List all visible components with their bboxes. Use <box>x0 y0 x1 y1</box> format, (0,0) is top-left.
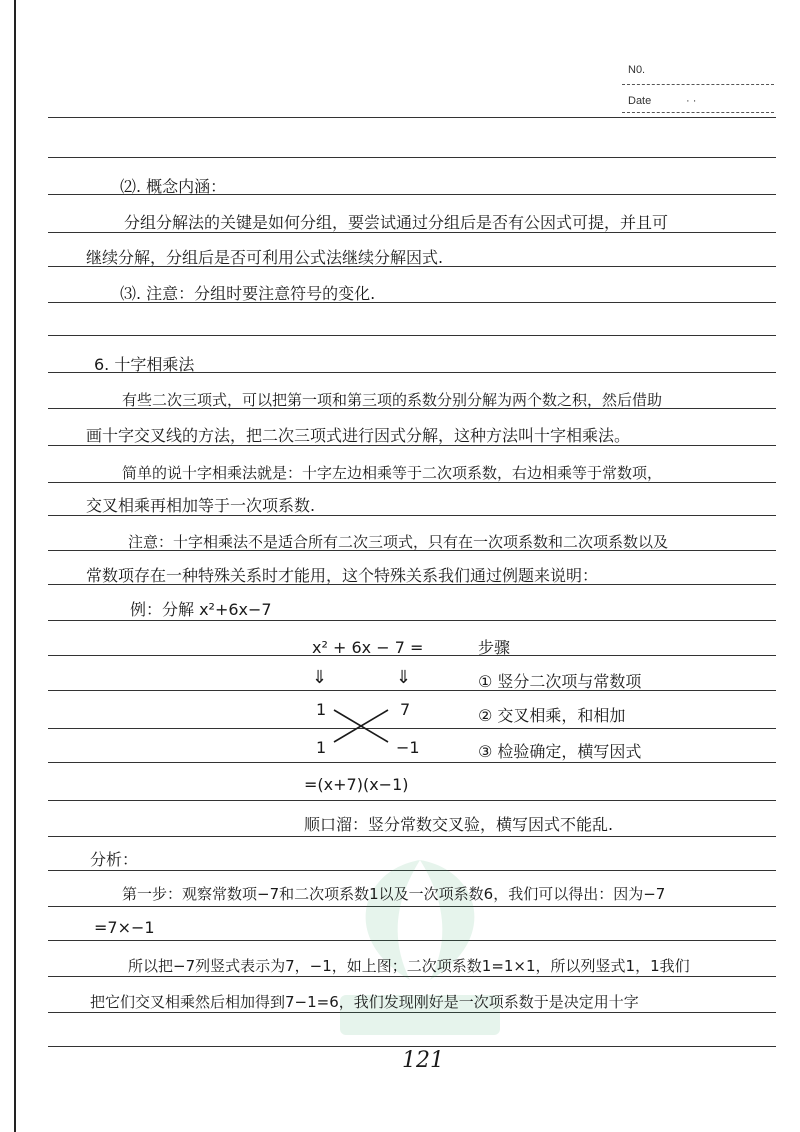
paragraph-line: 简单的说十字相乘法就是：十字左边相乘等于二次项系数，右边相乘等于常数项， <box>122 464 663 482</box>
no-dotted-line <box>622 84 774 85</box>
down-arrow-right-icon: ⇓ <box>396 667 412 688</box>
paragraph-line: 交叉相乘再相加等于一次项系数. <box>86 496 316 515</box>
analysis-line: 第一步：观察常数项−7和二次项系数1以及一次项系数6，我们可以得出：因为−7 <box>122 885 666 903</box>
mnemonic: 顺口溜：竖分常数交叉验，横写因式不能乱. <box>304 815 614 834</box>
date-label: Date <box>628 95 652 107</box>
analysis-line: 所以把−7列竖式表示为7，−1，如上图；二次项系数1=1×1，所以列竖式1，1我们 <box>128 957 690 975</box>
paragraph-line: 画十字交叉线的方法，把二次三项式进行因式分解，这种方法叫十字相乘法。 <box>86 426 631 445</box>
cross-top-left: 1 <box>316 700 327 719</box>
paragraph-line: 继续分解，分组后是否可利用公式法继续分解因式. <box>86 248 444 267</box>
rule-line <box>48 157 776 158</box>
cross-bottom-left: 1 <box>316 738 327 757</box>
paragraph-line: 注意：十字相乘法不是适合所有二次三项式，只有在一次项系数和二次项系数以及 <box>128 533 669 551</box>
step-2: ② 交叉相乘，和相加 <box>478 706 626 725</box>
cross-top-right: 7 <box>400 700 411 719</box>
section-note-heading: ⑶. 注意：分组时要注意符号的变化. <box>120 284 376 303</box>
section-title-cross-multiplication: 6. 十字相乘法 <box>94 355 195 374</box>
no-label: N0. <box>628 64 646 76</box>
rule-line <box>48 620 776 621</box>
rule-line <box>48 335 776 336</box>
rule-line <box>48 690 776 691</box>
step-1: ① 竖分二次项与常数项 <box>478 672 642 691</box>
factored-result: =(x+7)(x−1) <box>304 775 409 794</box>
example-heading: 例：分解 x²+6x−7 <box>130 600 272 619</box>
date-dots: · · <box>686 95 697 107</box>
cross-bottom-right: −1 <box>396 738 420 757</box>
rule-line <box>48 800 776 801</box>
example-equation: x² + 6x − 7 = <box>312 638 424 657</box>
down-arrow-left-icon: ⇓ <box>312 667 328 688</box>
paragraph-line: 有些二次三项式，可以把第一项和第三项的系数分别分解为两个数之积，然后借助 <box>122 391 663 409</box>
paragraph-line: 分组分解法的关键是如何分组，要尝试通过分组后是否有公因式可提，并且可 <box>124 213 669 232</box>
steps-title: 步骤 <box>478 638 511 657</box>
cross-lines <box>330 706 394 746</box>
analysis-heading: 分析： <box>90 850 139 869</box>
step-3: ③ 检验确定，横写因式 <box>478 742 642 761</box>
analysis-line: 把它们交叉相乘然后相加得到7−1=6，我们发现刚好是一次项系数于是决定用十字 <box>90 993 639 1011</box>
analysis-line: =7×−1 <box>94 918 155 937</box>
date-dotted-line <box>622 112 774 113</box>
paragraph-line: 常数项存在一种特殊关系时才能用，这个特殊关系我们通过例题来说明： <box>86 566 599 585</box>
rule-line <box>48 117 776 118</box>
page-number: 121 <box>402 1048 444 1073</box>
watermark-logo <box>300 830 540 1050</box>
rule-line <box>48 762 776 763</box>
page-left-border <box>14 0 16 1132</box>
section-concept-heading: ⑵. 概念内涵： <box>120 177 227 196</box>
rule-line <box>48 728 776 729</box>
